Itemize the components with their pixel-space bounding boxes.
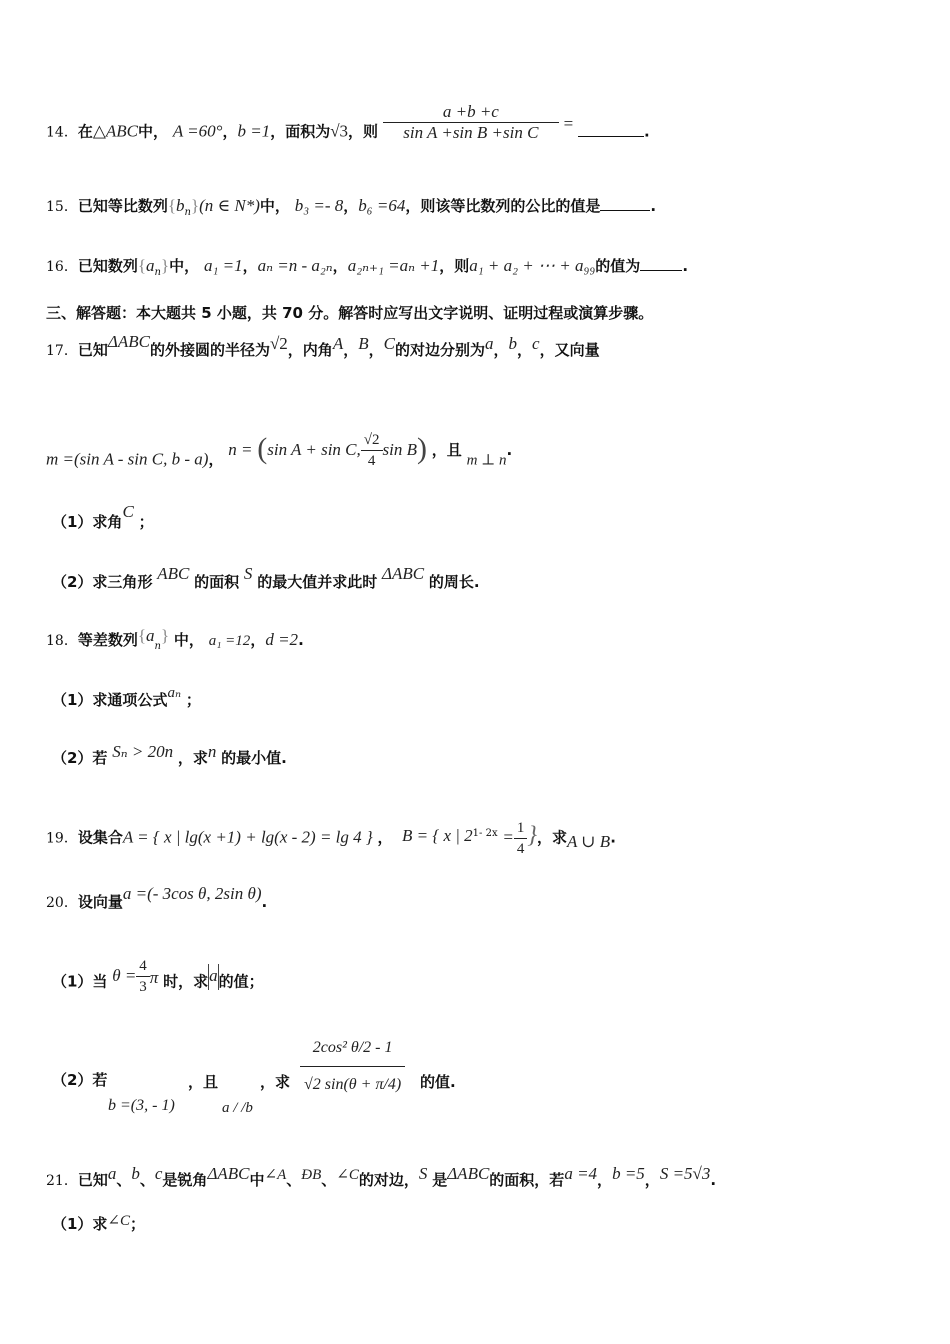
answer-blank[interactable] bbox=[578, 136, 644, 137]
problem-15: 15．已知等比数列$\{b_n\}(n$ ∈ N*)中， b₃ =- 8，b₆ =64，则该等比数列的公比的值是 . bbox=[46, 196, 657, 218]
problem-14: 14．在△ABC中， A =60°，b =1，面积为√3，则 $\frac{a +b +c}{\text{sin A +sin B +sin C}}$ = . bbox=[46, 102, 650, 142]
answer-blank[interactable] bbox=[640, 270, 682, 271]
fraction: $\frac{a +b +c}{\text{sin A +sin B +sin C}}$ bbox=[383, 102, 559, 143]
problem-20: 20．设向量a =(- 3cos θ, 2sin θ). bbox=[46, 884, 268, 911]
problem-21-q1: （1）求∠C； bbox=[52, 1213, 146, 1233]
problem-18: 18．等差数列$\{a_n\}$ 中， a₁ =12，d =2. bbox=[46, 626, 304, 652]
problem-20-q2: （2）若 b =(3, - 1) ，且 a / /b ，求 $\frac{\text{2cos² θ/2 - 1}}{√2 \sin(\theta + \pi/4)}$ 的值. bbox=[52, 1030, 107, 1050]
problem-19: 19．设集合A = { x | lg(x +1) + lg(x - 2) = lg 4 } ， B = { x | $2^{1- 2x}$ = $\frac{1}{4}$ }，求A ∪ B. bbox=[46, 820, 616, 857]
problem-number: 21． bbox=[46, 1173, 78, 1189]
problem-17-q2: （2）求三角形 ABC 的面积 S 的最大值并求此时 ΔABC 的周长. bbox=[52, 564, 480, 591]
problem-18-q2: （2）若 Sₙ > 20n ，求n 的最小值. bbox=[52, 742, 287, 767]
problem-21: 21．已知a、b、c是锐角ΔABC中∠A、ÐB、∠C的对边，S 是ΔABC的面积，若a =4，b =5，S =5√3. bbox=[46, 1164, 717, 1189]
problem-17-vectors: m =(sin A - sin C, b - a)， n = (sin A + sin C, $\frac{√2}{4}$ sin B) ，且 m ⊥ n. bbox=[46, 431, 513, 469]
problem-17-q1: （1）求角C ； bbox=[52, 502, 154, 531]
answer-blank[interactable] bbox=[600, 210, 650, 211]
problem-number: 19． bbox=[46, 830, 78, 847]
problem-number: 17． bbox=[46, 343, 78, 359]
problem-17: 17．已知ΔABC的外接圆的半径为√2，内角A，B，C的对边分别为a，b，c，又向量 bbox=[46, 332, 600, 359]
problem-number: 18． bbox=[46, 633, 78, 649]
problem-16: 16．已知数列$\{a_n\}$中， a₁ =1，aₙ =n - a₂ₙ，a₂ₙ₊₁ =aₙ +1，则a₁ + a₂ + ⋯ + a₉₉的值为 . bbox=[46, 256, 689, 278]
problem-20-q1: （1）当 θ = $\frac{4}{3}$ π 时，求a的值； bbox=[52, 958, 264, 995]
problem-number: 20． bbox=[46, 895, 78, 911]
problem-number: 16． bbox=[46, 259, 78, 275]
fraction: $\frac{\text{2cos² θ/2 - 1}}{√2 \sin(\theta + \pi/4)}$ bbox=[300, 1034, 405, 1095]
section-heading: 三、解答题：本大题共 5 小题，共 70 分。解答时应写出文字说明、证明过程或演算步骤。 bbox=[46, 304, 654, 322]
problem-number: 14． bbox=[46, 124, 78, 141]
problem-18-q1: （1）求通项公式aₙ ； bbox=[52, 685, 201, 709]
problem-number: 15． bbox=[46, 199, 78, 215]
